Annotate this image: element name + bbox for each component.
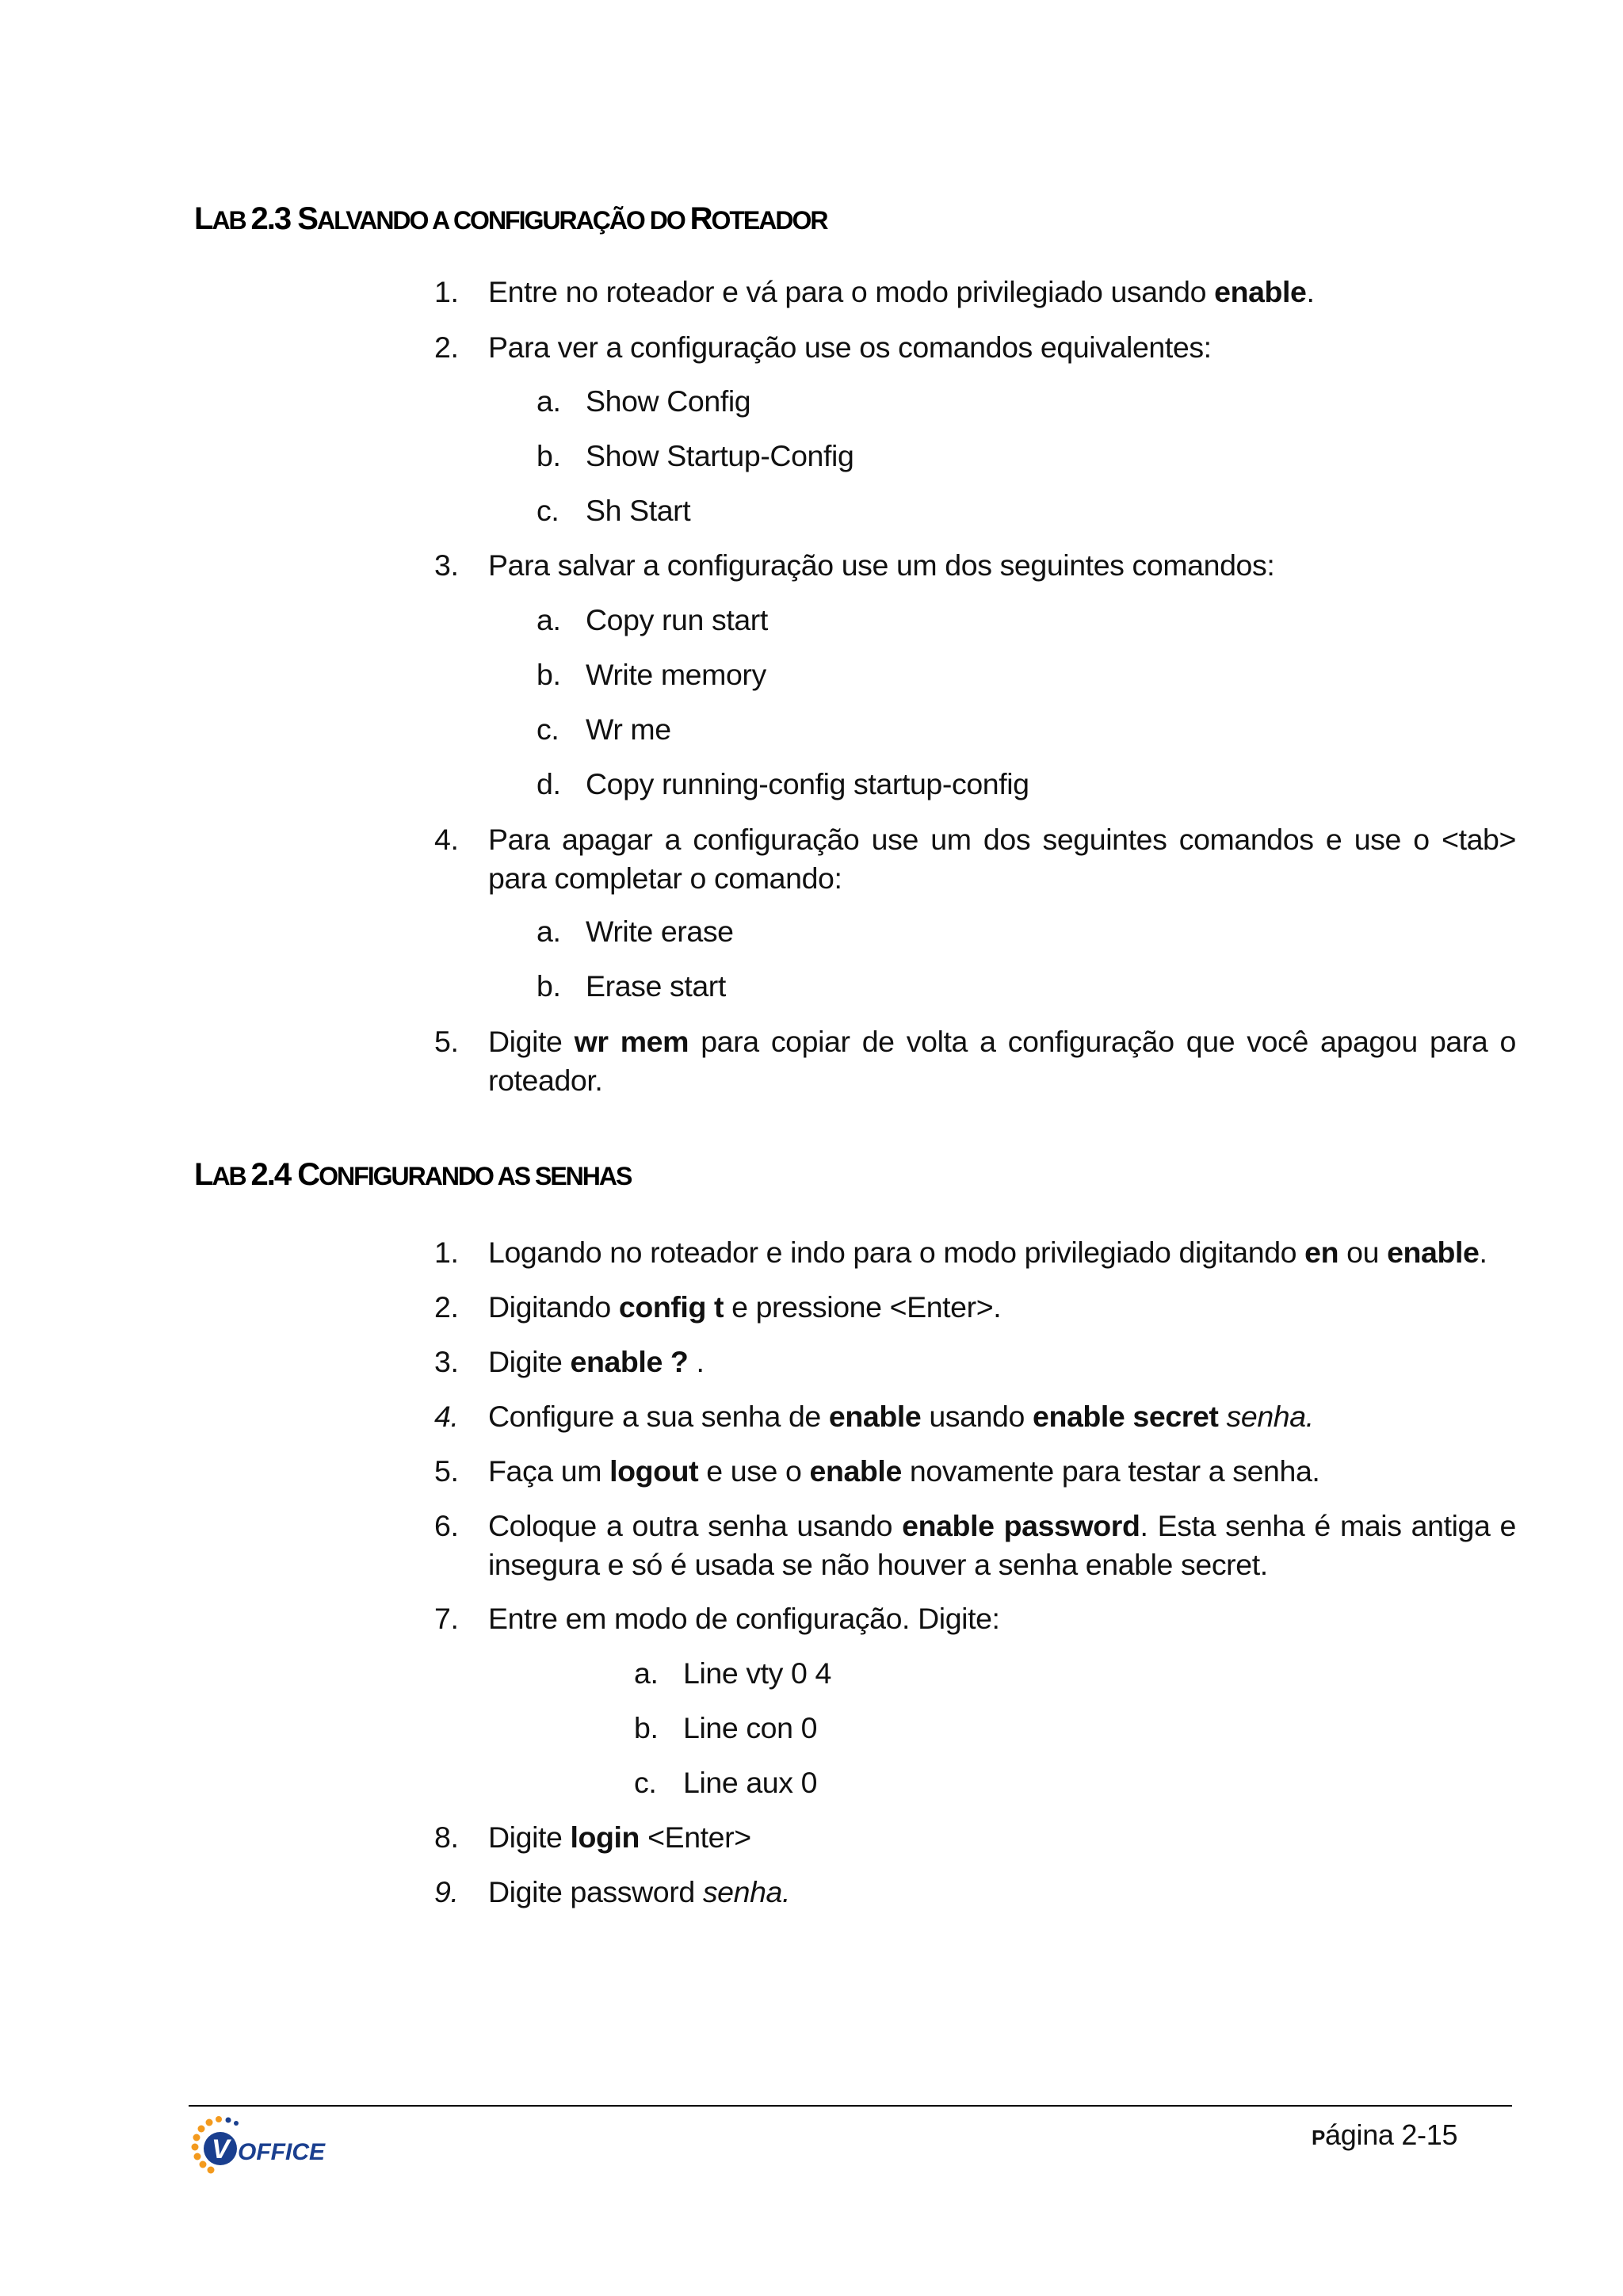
sub-list-item: b. Show Startup-Config (537, 439, 854, 472)
list-item: 2. Para ver a configuração use os comandos equivalentes: (434, 330, 1212, 364)
list-item: 5. Digite wr mem para copiar de volta a configuração que você apagou para o roteador. (434, 1025, 1516, 1097)
sub-list-item: b. Write memory (537, 658, 766, 691)
list-item: 6. Coloque a outra senha usando enable password. Esta senha é mais antiga e insegura e só é usada se não houver a senha enable secret. (434, 1509, 1516, 1581)
sub-list-item: a. Line vty 0 4 (634, 1656, 831, 1690)
sub-list-item: a. Write erase (537, 915, 734, 948)
section-2-4-heading: LAB 2.4 CONFIGURANDO AS SENHAS (194, 1157, 632, 1192)
sub-list-item: b. Erase start (537, 969, 726, 1003)
list-item: 8. Digite login <Enter> (434, 1820, 751, 1854)
list-item: 1. Logando no roteador e indo para o modo privilegiado digitando en ou enable. (434, 1236, 1487, 1269)
list-item: 4. Para apagar a configuração use um dos seguintes comandos e use o <tab> para completar o comando: (434, 823, 1516, 895)
footer-divider (189, 2105, 1512, 2107)
list-item: 2. Digitando config t e pressione <Enter>. (434, 1290, 1002, 1324)
list-item: 7. Entre em modo de configuração. Digite: (434, 1602, 1000, 1635)
page-number: Página 2-15 (1312, 2118, 1458, 2151)
section-2-3-heading: LAB 2.3 SALVANDO A CONFIGURAÇÃO DO ROTEADOR (194, 201, 827, 236)
list-item: 1. Entre no roteador e vá para o modo privilegiado usando enable. (434, 275, 1315, 308)
list-item: 5. Faça um logout e use o enable novamente para testar a senha. (434, 1454, 1320, 1488)
list-item: 3. Digite enable ? . (434, 1345, 705, 1378)
sub-list-item: b. Line con 0 (634, 1711, 818, 1744)
logo-letter: V (212, 2134, 230, 2164)
sub-list-item: c. Line aux 0 (634, 1766, 818, 1799)
sub-list-item: d. Copy running-config startup-config (537, 767, 1029, 800)
logo-text: OFFICE (238, 2139, 325, 2165)
sub-list-item: a. Show Config (537, 384, 751, 418)
sub-list-item: c. Sh Start (537, 494, 691, 527)
list-item: 4. Configure a sua senha de enable usando enable secret senha. (434, 1400, 1314, 1433)
list-item: 3. Para salvar a configuração use um dos seguintes comandos: (434, 548, 1275, 582)
voffice-logo (190, 2112, 357, 2183)
sub-list-item: a. Copy run start (537, 603, 768, 636)
list-item: 9. Digite password senha. (434, 1875, 791, 1908)
sub-list-item: c. Wr me (537, 712, 671, 746)
